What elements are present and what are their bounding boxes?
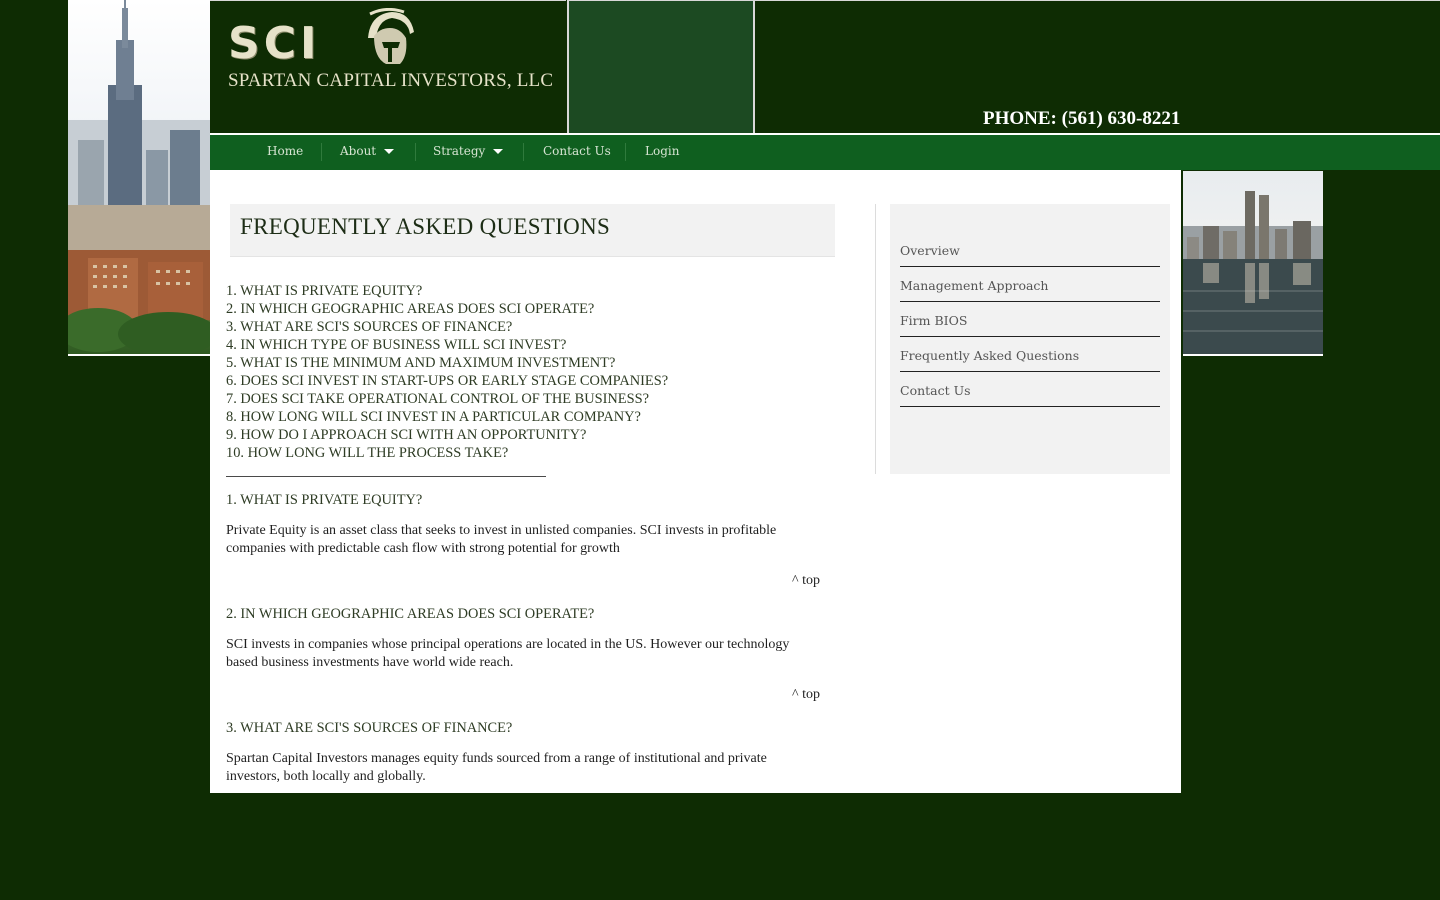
nav-strategy-label: Strategy <box>433 144 486 158</box>
question-heading-3: 3. WHAT ARE SCI'S SOURCES OF FINANCE? <box>226 720 513 736</box>
nav-separator <box>625 143 626 161</box>
question-heading-2: 2. IN WHICH GEOGRAPHIC AREAS DOES SCI OPERATE? <box>226 606 595 622</box>
faq-link-4[interactable]: 4. IN WHICH TYPE OF BUSINESS WILL SCI INVEST? <box>226 337 567 353</box>
sidebar-item-faq[interactable] <box>900 337 1160 372</box>
nav-separator <box>415 143 416 161</box>
sidebar-item-management-approach[interactable] <box>900 267 1160 302</box>
nav-login[interactable] <box>645 135 679 168</box>
logo-text[interactable]: SCI <box>228 18 321 69</box>
question-heading-1: 1. WHAT IS PRIVATE EQUITY? <box>226 492 423 508</box>
sidebar-item-label: Management Approach <box>900 278 1049 293</box>
faq-link-3[interactable]: 3. WHAT ARE SCI'S SOURCES OF FINANCE? <box>226 319 513 335</box>
nav-contact-us[interactable] <box>543 135 611 168</box>
company-name: SPARTAN CAPITAL INVESTORS, LLC <box>228 70 554 91</box>
sidebar-item-contact-us[interactable] <box>900 372 1160 407</box>
header-accent-block <box>567 0 755 133</box>
nav-strategy[interactable] <box>433 135 503 168</box>
back-to-top-link[interactable]: ^ top <box>792 573 820 588</box>
faq-link-7[interactable]: 7. DOES SCI TAKE OPERATIONAL CONTROL OF THE BUSINESS? <box>226 391 649 407</box>
answer-text-3: Spartan Capital Investors manages equity funds sourced from a range of institutional and private investors, both locally and globally. <box>226 751 767 784</box>
content-panel <box>210 170 1181 793</box>
column-divider <box>875 204 876 474</box>
river-skyline-illustration <box>1183 171 1323 354</box>
nav-contact-label: Contact Us <box>543 144 611 158</box>
sidebar-item-label: Firm BIOS <box>900 313 968 328</box>
nav-about[interactable] <box>340 135 394 168</box>
faq-link-9[interactable]: 9. HOW DO I APPROACH SCI WITH AN OPPORTUNITY? <box>226 427 587 443</box>
faq-link-2[interactable]: 2. IN WHICH GEOGRAPHIC AREAS DOES SCI OPERATE? <box>226 301 595 317</box>
faq-link-5[interactable]: 5. WHAT IS THE MINIMUM AND MAXIMUM INVESTMENT? <box>226 355 616 371</box>
spartan-helmet-icon <box>360 8 418 72</box>
sidebar-item-label: Overview <box>900 243 960 258</box>
faq-link-6[interactable]: 6. DOES SCI INVEST IN START-UPS OR EARLY STAGE COMPANIES? <box>226 373 669 389</box>
nav-about-label: About <box>340 144 377 158</box>
page-title: FREQUENTLY ASKED QUESTIONS <box>240 214 611 239</box>
chevron-down-icon <box>384 149 394 154</box>
phone-number: PHONE: (561) 630-8221 <box>983 108 1181 129</box>
sidebar-item-label: Contact Us <box>900 383 971 398</box>
skyline-photo-left <box>68 0 210 356</box>
skyline-illustration <box>68 0 210 354</box>
faq-link-8[interactable]: 8. HOW LONG WILL SCI INVEST IN A PARTICULAR COMPANY? <box>226 409 641 425</box>
answer-text-1: Private Equity is an asset class that seeks to invest in unlisted companies. SCI invests in profitable companies with predictable cash flow with strong potential for growth <box>226 523 777 556</box>
sidebar-item-overview[interactable] <box>900 232 1160 267</box>
nav-separator <box>523 143 524 161</box>
faq-link-10[interactable]: 10. HOW LONG WILL THE PROCESS TAKE? <box>226 445 509 461</box>
nav-separator <box>321 143 322 161</box>
answer-text-2: SCI invests in companies whose principal operations are located in the US. However our technology based business investments have world wide reach. <box>226 637 790 670</box>
sidebar <box>890 204 1170 474</box>
chevron-down-icon <box>493 149 503 154</box>
main-nav <box>210 133 1440 170</box>
nav-login-label: Login <box>645 144 680 158</box>
nav-home[interactable] <box>267 135 303 168</box>
faq-link-1[interactable]: 1. WHAT IS PRIVATE EQUITY? <box>226 283 423 299</box>
sidebar-item-label: Frequently Asked Questions <box>900 348 1080 363</box>
page-title-box <box>230 204 835 257</box>
divider <box>226 476 546 477</box>
nav-home-label: Home <box>267 144 304 158</box>
skyline-photo-right <box>1183 171 1323 356</box>
sidebar-item-firm-bios[interactable] <box>900 302 1160 337</box>
back-to-top-link[interactable]: ^ top <box>792 687 820 702</box>
faq-index <box>226 282 668 462</box>
